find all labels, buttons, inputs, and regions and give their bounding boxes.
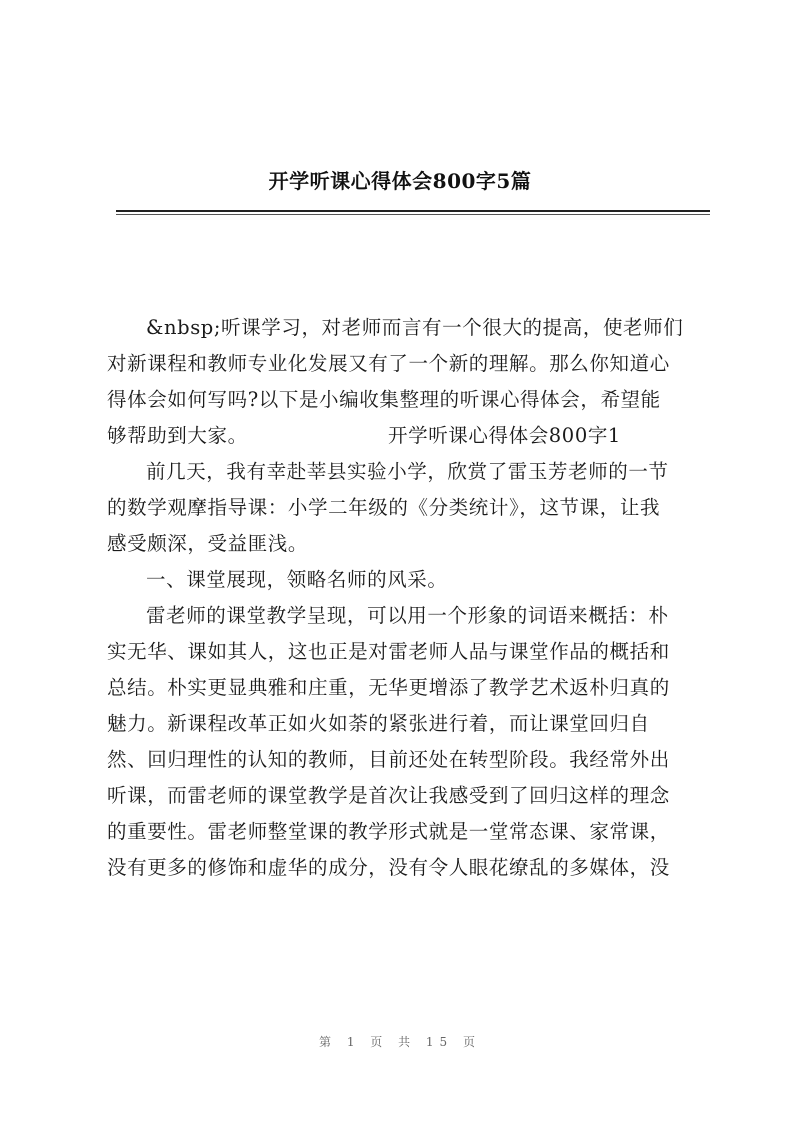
document-title: 开学听课心得体会800字5篇 bbox=[268, 169, 532, 193]
document-body bbox=[107, 310, 713, 886]
section-heading-1: 开学听课心得体会800字1 bbox=[388, 424, 621, 447]
body-line: 的重要性。雷老师整堂课的教学形式就是一堂常态课、家常课， bbox=[107, 820, 670, 843]
body-line: 实无华、课如其人，这也正是对雷老师人品与课堂作品的概括和 bbox=[107, 640, 670, 663]
body-line: 听课，而雷老师的课堂教学是首次让我感受到了回归这样的理念 bbox=[107, 784, 670, 807]
body-line: 的数学观摩指导课：小学二年级的《分类统计》，这节课，让我 bbox=[107, 496, 661, 519]
title-rule-thin bbox=[116, 214, 710, 215]
body-line: 总结。朴实更显典雅和庄重，无华更增添了教学艺术返朴归真的 bbox=[107, 676, 670, 699]
body-line: 得体会如何写吗?以下是小编收集整理的听课心得体会，希望能 bbox=[107, 388, 661, 411]
subsection-heading: 一、课堂展现，领略名师的风采。 bbox=[146, 568, 448, 591]
body-line: 魅力。新课程改革正如火如荼的紧张进行着，而让课堂回归自 bbox=[107, 712, 650, 735]
body-line: 前几天，我有幸赴莘县实验小学，欣赏了雷玉芳老师的一节 bbox=[146, 460, 669, 483]
body-line: 对新课程和教师专业化发展又有了一个新的理解。那么你知道心 bbox=[107, 352, 670, 375]
body-line: 然、回归理性的认知的教师，目前还处在转型阶段。我经常外出 bbox=[107, 748, 670, 771]
title-rule-thick bbox=[116, 210, 710, 212]
body-line-text: 够帮助到大家。 bbox=[107, 424, 248, 447]
body-line-with-heading bbox=[107, 418, 713, 454]
body-line: &nbsp;听课学习，对老师而言有一个很大的提高，使老师们 bbox=[146, 316, 684, 339]
body-line: 雷老师的课堂教学呈现，可以用一个形象的词语来概括：朴 bbox=[146, 604, 669, 627]
body-line: 没有更多的修饰和虚华的成分，没有令人眼花缭乱的多媒体，没 bbox=[107, 856, 670, 879]
page-footer: 第 1 页 共 15 页 bbox=[319, 1035, 481, 1049]
body-line: 感受颇深，受益匪浅。 bbox=[107, 532, 309, 555]
